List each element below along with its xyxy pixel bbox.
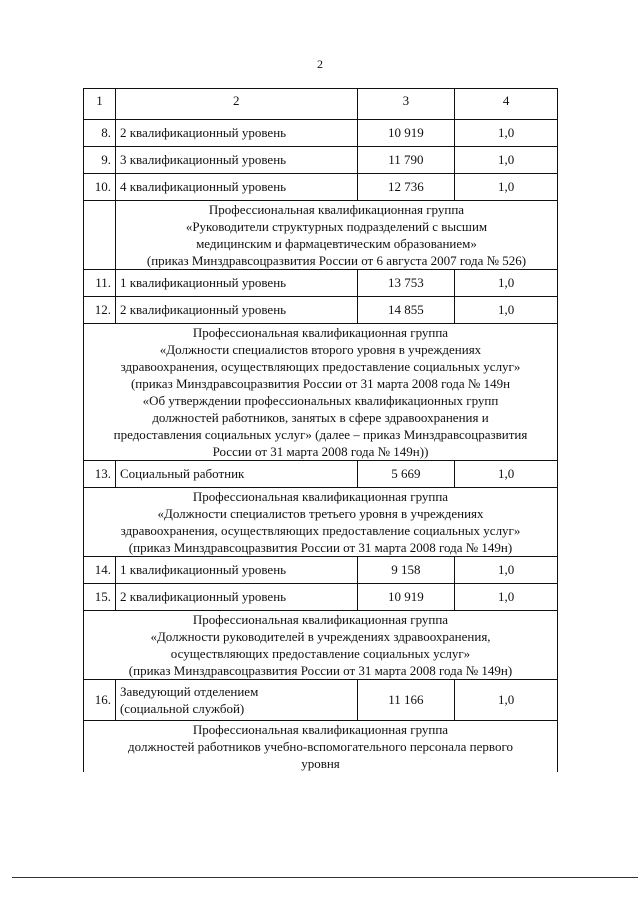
group-heading-line: уровня [301, 756, 340, 771]
group-heading-line: «Руководители структурных подразделений с высшим [185, 219, 488, 234]
group-heading-line: Профессиональная квалификационная группа [192, 325, 449, 340]
group-heading-line: Профессиональная квалификационная группа [192, 489, 449, 504]
header-col-3: 3 [357, 89, 455, 120]
salary-value: 12 736 [357, 174, 455, 201]
group-heading-row [84, 611, 558, 680]
position-name: 4 квалификационный уровень [115, 174, 357, 201]
position-name: 2 квалификационный уровень [115, 297, 357, 324]
group-heading-row [84, 324, 558, 461]
salary-value: 10 919 [357, 584, 455, 611]
group-heading-line: Профессиональная квалификационная группа [192, 612, 449, 627]
group-heading-4 [84, 611, 558, 680]
header-col-4: 4 [455, 89, 558, 120]
group-heading-1 [115, 201, 557, 270]
position-name: 2 квалификационный уровень [115, 120, 357, 147]
coefficient-value: 1,0 [455, 297, 558, 324]
table-row [84, 120, 558, 147]
position-name: 1 квалификационный уровень [115, 557, 357, 584]
position-name-line: Заведующий отделением [119, 684, 259, 699]
table-row [84, 557, 558, 584]
row-number: 11. [84, 270, 116, 297]
table-row [84, 147, 558, 174]
group-heading-line: здравоохранения, осуществляющих предоставление социальных услуг» [120, 523, 521, 538]
table-row [84, 297, 558, 324]
position-name: 3 квалификационный уровень [115, 147, 357, 174]
group-heading-line: Профессиональная квалификационная группа [192, 722, 449, 737]
group-heading-5 [84, 721, 558, 773]
salary-value: 11 166 [357, 680, 455, 721]
table-row [84, 680, 558, 721]
coefficient-value: 1,0 [455, 584, 558, 611]
group-heading-line: «Должности специалистов третьего уровня в учреждениях [157, 506, 484, 521]
coefficient-value: 1,0 [455, 461, 558, 488]
coefficient-value: 1,0 [455, 147, 558, 174]
salary-table [83, 88, 558, 772]
row-number: 8. [84, 120, 116, 147]
group-heading-line: России от 31 марта 2008 года № 149н)) [212, 444, 429, 459]
position-name [115, 680, 357, 721]
table-row [84, 174, 558, 201]
table-row [84, 584, 558, 611]
salary-value: 10 919 [357, 120, 455, 147]
header-col-1: 1 [84, 89, 116, 120]
coefficient-value: 1,0 [455, 680, 558, 721]
table-row [84, 461, 558, 488]
group-heading-line: (приказ Минздравсоцразвития России от 31 марта 2008 года № 149н) [128, 663, 513, 678]
table-header-row [84, 89, 558, 120]
coefficient-value: 1,0 [455, 174, 558, 201]
page-bottom-rule [12, 877, 638, 878]
row-number: 10. [84, 174, 116, 201]
group-heading-row [84, 201, 558, 270]
coefficient-value: 1,0 [455, 270, 558, 297]
position-name-line: (социальной службой) [119, 701, 245, 716]
page-number: 2 [317, 57, 323, 71]
group-heading-row [84, 488, 558, 557]
group-heading-line: Профессиональная квалификационная группа [208, 202, 465, 217]
group-heading-line: медицинским и фармацевтическим образованием» [196, 236, 477, 251]
group-heading-line: здравоохранения, осуществляющих предоставление социальных услуг» [120, 359, 521, 374]
group-heading-3 [84, 488, 558, 557]
group-heading-line: предоставления социальных услуг» (далее – приказ Минздравсоцразвития [113, 427, 528, 442]
coefficient-value: 1,0 [455, 557, 558, 584]
row-number: 13. [84, 461, 116, 488]
salary-value: 11 790 [357, 147, 455, 174]
salary-value: 9 158 [357, 557, 455, 584]
row-number: 9. [84, 147, 116, 174]
position-name: 1 квалификационный уровень [115, 270, 357, 297]
table-row [84, 270, 558, 297]
row-number: 12. [84, 297, 116, 324]
position-name: Социальный работник [115, 461, 357, 488]
group-heading-line: «Должности специалистов второго уровня в учреждениях [159, 342, 482, 357]
salary-value: 13 753 [357, 270, 455, 297]
row-number: 14. [84, 557, 116, 584]
salary-value: 14 855 [357, 297, 455, 324]
row-number: 16. [84, 680, 116, 721]
group-heading-line: осуществляющих предоставление социальных услуг» [170, 646, 471, 661]
group-heading-line: должностей работников учебно-вспомогательного персонала первого [128, 739, 513, 754]
group-spacer-cell [84, 201, 116, 270]
group-heading-line: (приказ Минздравсоцразвития России от 6 августа 2007 года № 526) [146, 253, 527, 268]
coefficient-value: 1,0 [455, 120, 558, 147]
salary-value: 5 669 [357, 461, 455, 488]
group-heading-line: «Должности руководителей в учреждениях здравоохранения, [150, 629, 491, 644]
group-heading-2 [84, 324, 558, 461]
group-heading-line: (приказ Минздравсоцразвития России от 31 марта 2008 года № 149н) [128, 540, 513, 555]
group-heading-line: должностей работников, занятых в сфере здравоохранения и [152, 410, 489, 425]
group-heading-line: (приказ Минздравсоцразвития России от 31 марта 2008 года № 149н [130, 376, 511, 391]
group-heading-line: «Об утверждении профессиональных квалификационных групп [142, 393, 499, 408]
header-col-2: 2 [115, 89, 357, 120]
row-number: 15. [84, 584, 116, 611]
group-heading-row [84, 721, 558, 773]
position-name: 2 квалификационный уровень [115, 584, 357, 611]
